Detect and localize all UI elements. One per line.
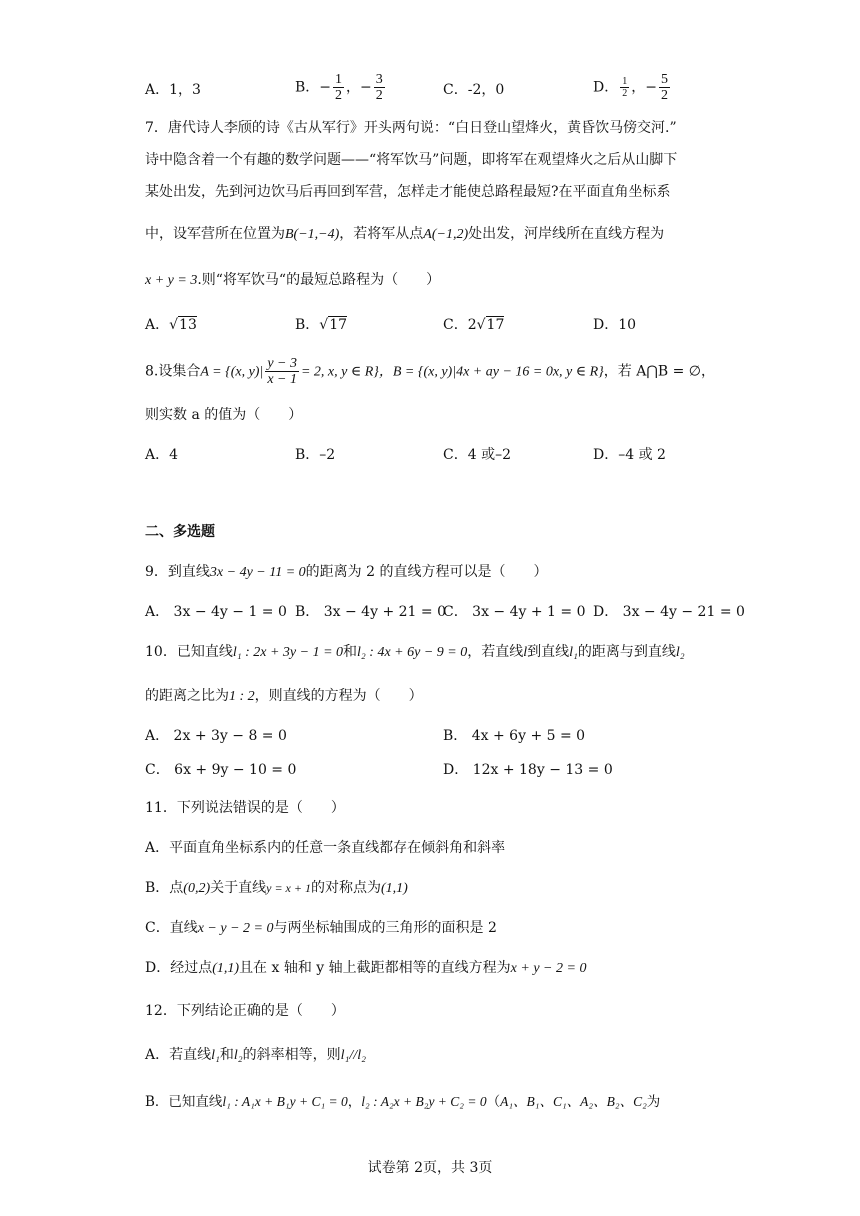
q7-stem-line5: x + y = 3.则“将军饮马“的最短总路程为（ ） [145,272,441,288]
fraction: $\frac{1}{2}$ [335,72,343,103]
q7-option-a: A．√13 [145,317,197,333]
q12-option-a: A．若直线l₁和l₂的斜率相等，则l₁//l₂ [145,1047,366,1063]
q6-option-a: A．1，3 [145,82,201,98]
q11-option-a: A．平面直角坐标系内的任意一条直线都存在倾斜角和斜率 [145,840,506,856]
q8-stem-line2: 则实数 a 的值为（ ） [145,407,303,423]
q6-option-b: B．− $\frac{1}{2}$ ，− $\frac{3}{2}$ [295,72,383,103]
fraction: $\frac{y - 3}{x - 1}$ [267,356,297,387]
page-footer: 试卷第 2页，共 3页 [367,1160,493,1176]
equation: l₁ : 2x + 3y − 1 = 0 [232,645,344,660]
q12-option-b: B．已知直线l₁ : A₁x + B₁y + C₁ = 0，l₂ : A₂x + B₂y + C₂ = 0（A₁、B₁、C₁、A₂、B₂、C₂为 [145,1094,661,1110]
q8-option-b: B．–2 [295,447,336,463]
set-a: A = {(x, y)| [200,364,264,380]
q8-stem-line1: 8.设集合A = {(x, y)| $\frac{y - 3}{x - 1}$ = 2, x, y ∈ R}，B = {(x, y)|4x + ay − 16 = 0x, y ∈ R}，若 A⋂B = ∅， [145,356,715,387]
q9-option-c: C． 3x − 4y + 1 = 0 [443,604,586,620]
minus-sign: − [319,79,332,96]
radical: 17 [329,317,348,333]
equation: x + y = 3 [145,273,198,288]
q6-option-c: C．-2，0 [443,82,505,98]
q10-stem-line1: 10．已知直线l₁ : 2x + 3y − 1 = 0和l₂ : 4x + 6y − 9 = 0，若直线l到直线l₁的距离与到直线l₂ [145,644,685,660]
q7-stem-line3: 某处出发，先到河边饮马后再回到军营，怎样走才能使总路程最短?在平面直角坐标系 [145,184,671,200]
condition: ，若 A⋂B = ∅， [603,363,715,380]
radical: 17 [486,317,505,333]
q7-option-c: C．2√17 [443,317,505,333]
fraction: $\frac{1}{2}$ [622,76,628,99]
option-label: B． [295,79,320,96]
q9-stem: 9．到直线3x − 4y − 11 = 0的距离为 2 的直线方程可以是（ ） [145,564,548,580]
point-b: B(−1,−4) [285,227,340,242]
q8-option-d: D．–4 或 2 [593,447,666,463]
q10-option-a: A． 2x + 3y − 8 = 0 [145,728,287,744]
radical: 13 [179,317,197,333]
q12-stem: 12．下列结论正确的是（ ） [145,1003,345,1019]
q11-option-d: D．经过点(1,1)且在 x 轴和 y 轴上截距都相等的直线方程为x + y − 2 = 0 [145,960,587,976]
q11-option-b: B．点(0,2)关于直线y = x + 1的对称点为(1,1) [145,880,408,896]
q7-stem-line2: 诗中隐含着一个有趣的数学问题——“将军饮马”问题，即将军在观望烽火之后从山脚下 [145,152,678,168]
equation: l₂ : 4x + 6y − 9 = 0 [357,645,468,660]
q7-stem-line1: 7．唐代诗人李颀的诗《古从军行》开头两句说：“白日登山望烽火，黄昏饮马傍交河.” [145,120,677,136]
point-a: A(−1,2) [423,227,469,242]
q9-option-b: B． 3x − 4y + 21 = 0 [295,604,446,620]
fraction: $\frac{5}{2}$ [660,72,668,103]
q10-option-c: C． 6x + 9y − 10 = 0 [145,762,297,778]
q7-option-d: D．10 [593,317,637,333]
q7-option-b: B．√17 [295,317,348,333]
section-heading: 二、多选题 [145,524,215,540]
equation: 3x − 4y − 11 = 0 [209,565,306,580]
q6-option-d: D． $\frac{1}{2}$ ，− $\frac{5}{2}$ [593,72,668,103]
q11-stem: 11．下列说法错误的是（ ） [145,800,345,816]
q8-option-c: C．4 或–2 [443,447,511,463]
q10-option-d: D． 12x + 18y − 13 = 0 [443,762,613,778]
q9-option-a: A． 3x − 4y − 1 = 0 [145,604,287,620]
q7-stem-line4: 中，设军营所在位置为B(−1,−4)，若将军从点A(−1,2)处出发，河岸线所在直线方程为 [145,226,665,242]
q10-stem-line2: 的距离之比为1 : 2，则直线的方程为（ ） [145,688,423,704]
set-b: ，B = {(x, y)|4x + ay − 16 = 0x, y ∈ R} [378,364,604,380]
q9-option-d: D． 3x − 4y − 21 = 0 [593,604,745,620]
q10-option-b: B． 4x + 6y + 5 = 0 [443,728,586,744]
fraction: $\frac{3}{2}$ [375,72,383,103]
q11-option-c: C．直线x − y − 2 = 0与两坐标轴围成的三角形的面积是 2 [145,920,497,936]
q8-option-a: A．4 [145,447,179,463]
